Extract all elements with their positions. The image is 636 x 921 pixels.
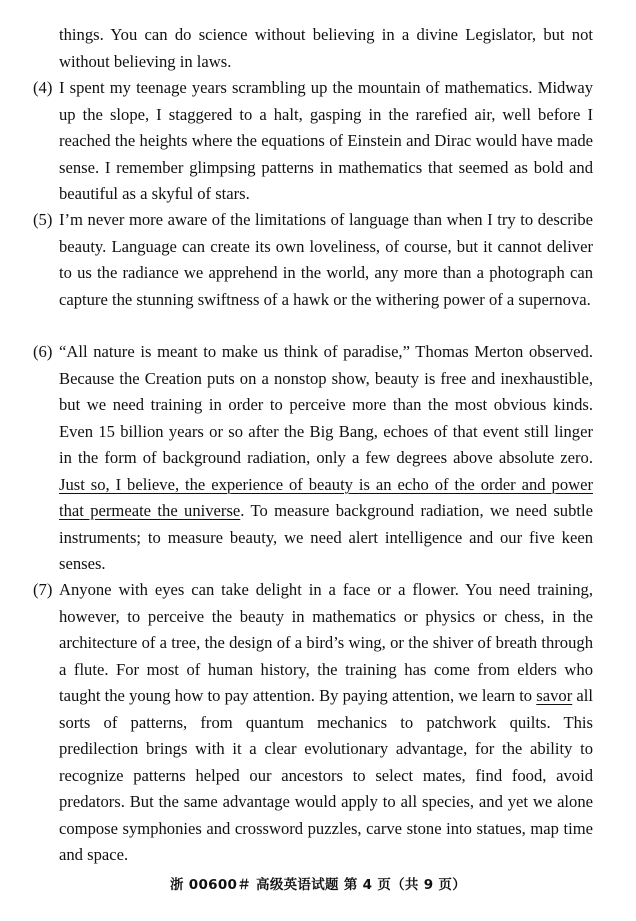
paragraph-text (59, 207, 593, 313)
paragraph-4 (33, 75, 593, 208)
paragraph-text (59, 577, 593, 869)
text-segment: things. You can do science without believing in a divine Legislator, but not without believing in laws. (59, 25, 593, 71)
underlined-sentence: Just so, I believe, the experience of beauty is an echo of the order and power that permeate the universe (59, 474, 593, 520)
paragraph-number: (4) (33, 78, 53, 97)
paragraph-number: (5) (33, 210, 53, 229)
paragraph-number: (7) (33, 580, 53, 599)
paragraph-text (59, 22, 593, 75)
text-segment: Anyone with eyes can take delight in a face or a flower. You need training, however, to perceive the beauty in mathematics or physics or chess, in the architecture of a tree, the design of a bird’s wing, or the shiver of breath through a flute. For most of human history, the training has come from elders who taught the young how to pay attention. By paying attention, we learn to (59, 580, 593, 705)
text-segment: I spent my teenage years scrambling up the mountain of mathematics. Midway up the slope, I staggered to a halt, gasping in the rarefied air, well before I reached the heights where the equations of Einstein and Dirac would have made sense. I remember glimpsing patterns in mathematics that seemed as bold and beautiful as a skyful of stars. (59, 78, 593, 203)
text-segment: . To measure background radiation, we need subtle instruments; to measure beauty, we need alert intelligence and our five keen senses. (59, 501, 593, 573)
text-segment: “All nature is meant to make us think of paradise,” Thomas Merton observed. Because the Creation puts on a nonstop show, beauty is free and inexhaustible, but we need training in order to perceive more than the most obvious kinds. Even 15 billion years or so after the Big Bang, echoes of that event still linger in the form of background radiation, only a few degrees above absolute zero. (59, 342, 593, 467)
paragraph-text (59, 75, 593, 208)
paragraph-number: (6) (33, 342, 53, 361)
paragraph-5 (33, 207, 593, 313)
paragraph-continuation (33, 22, 593, 75)
page-footer: 浙 00600＃ 高级英语试题 第 4 页（共 9 页） (169, 877, 467, 893)
text-segment: all sorts of patterns, from quantum mechanics to patchwork quilts. This predilection brings with it a clear evolutionary advantage, for the ability to recognize patterns helped our ancestors to select mates, find food, avoid predators. But the same advantage would apply to all species, and yet we alone compose symphonies and crossword puzzles, carve stone into statues, map time and space. (59, 686, 593, 864)
paragraph-text (59, 339, 593, 578)
paragraph-6 (33, 339, 593, 578)
paragraph-7 (33, 577, 593, 869)
underlined-word: savor (536, 686, 573, 705)
text-segment: I’m never more aware of the limitations of language than when I try to describe beauty. Language can create its own loveliness, of course, but it cannot deliver to us the radiance we apprehend in the world, any more than a photograph can capture the stunning swiftness of a hawk or the withering power of a supernova. (59, 210, 593, 309)
